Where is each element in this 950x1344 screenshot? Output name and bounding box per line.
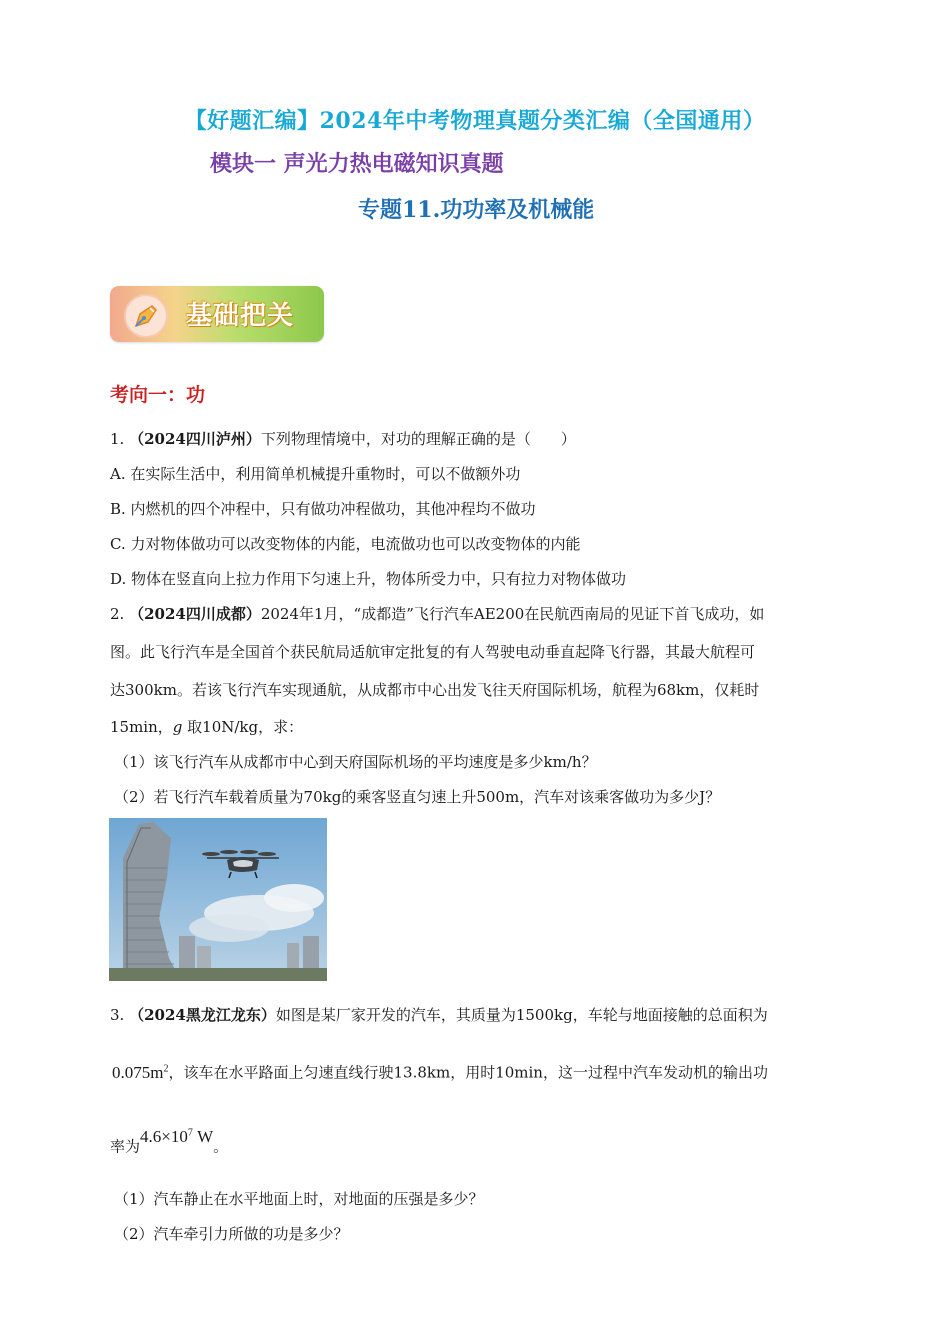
question-3-part-2: （2）汽车牵引力所做的功是多少？ bbox=[114, 1225, 349, 1243]
option-c: C. 力对物体做功可以改变物体的内能，电流做功也可以改变物体的内能 bbox=[110, 535, 581, 553]
question-source: （2024黑龙江龙东） bbox=[129, 1006, 276, 1024]
topic-title: 专题11.功功率及机械能 bbox=[358, 197, 595, 223]
badge-label: 基础把关 bbox=[186, 301, 295, 331]
pen-nib-icon bbox=[124, 294, 168, 338]
document-title: 【好题汇编】2024年中考物理真题分类汇编（全国通用） bbox=[184, 108, 766, 134]
option-b: B. 内燃机的四个冲程中，只有做功冲程做功，其他冲程均不做功 bbox=[110, 500, 536, 518]
question-2-part-1: （1）该飞行汽车从成都市中心到天府国际机场的平均速度是多少km/h？ bbox=[114, 753, 597, 771]
section-heading: 考向一：功 bbox=[110, 384, 206, 406]
question-source: （2024四川泸州） bbox=[129, 430, 261, 448]
question-1-stem: 1. （2024四川泸州）下列物理情境中，对功的理解正确的是（ ） bbox=[110, 430, 576, 448]
question-2-line-4: 15min，g 取10N/kg，求： bbox=[110, 718, 304, 736]
power-formula: $4.6\times 10^7$ W bbox=[140, 1126, 214, 1146]
question-2-line-3: 达300km。若该飞行汽车实现通航，从成都市中心出发飞往天府国际机场，航程为68km，仅耗时 bbox=[110, 681, 760, 699]
question-source: （2024四川成都） bbox=[129, 605, 261, 623]
area-formula: $0.075m^2$ bbox=[112, 1062, 169, 1082]
question-3-line-1: 3. （2024黑龙江龙东）如图是某厂家开发的汽车，其质量为1500kg，车轮与地面接触的总面积为 bbox=[110, 1006, 768, 1024]
question-3-part-1: （1）汽车静止在水平地面上时，对地面的压强是多少？ bbox=[114, 1190, 484, 1208]
option-a: A. 在实际生活中，利用简单机械提升重物时，可以不做额外功 bbox=[110, 465, 521, 483]
question-2-line-2: 图。此飞行汽车是全国首个获民航局适航审定批复的有人驾驶电动垂直起降飞行器，其最大航程可 bbox=[110, 643, 756, 661]
question-2-part-2: （2）若飞行汽车载着质量为70kg的乘客竖直匀速上升500m，汽车对该乘客做功为多少J？ bbox=[114, 788, 721, 806]
question-3-line-3: 率为$4.6\times 10^7$ W。 bbox=[110, 1126, 229, 1156]
option-d: D. 物体在竖直向上拉力作用下匀速上升，物体所受力中，只有拉力对物体做功 bbox=[110, 570, 627, 588]
question-3-line-2: $0.075m^2$，该车在水平路面上匀速直线行驶13.8km，用时10min，这一过程中汽车发动机的输出功 bbox=[112, 1062, 768, 1082]
module-title: 模块一 声光力热电磁知识真题 bbox=[210, 151, 504, 177]
question-2-line-1: 2. （2024四川成都）2024年1月，“成都造”飞行汽车AE200在民航西南局的见证下首飞成功，如 bbox=[110, 605, 765, 623]
flying-car-photo bbox=[109, 818, 327, 981]
section-badge bbox=[110, 286, 324, 342]
